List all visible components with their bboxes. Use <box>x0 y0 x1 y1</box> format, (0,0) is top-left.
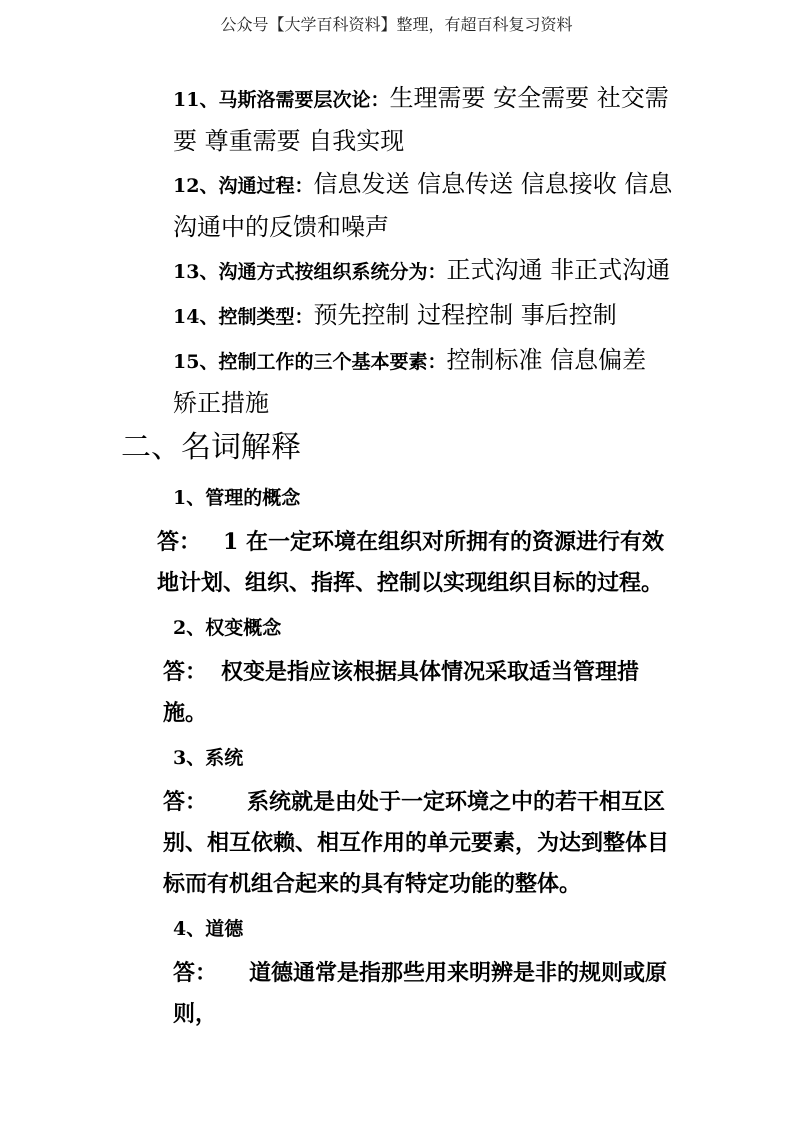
list-item <box>121 340 674 424</box>
answer-text: 道德通常是指那些用来明辨是非的规则或原则， <box>173 960 668 1027</box>
item-label: 12、沟通过程： <box>173 175 314 197</box>
page-header: 公众号【大学百科资料】整理，有超百科复习资料 <box>220 15 573 34</box>
answer-label: 答： <box>163 789 208 815</box>
section-title: 二、名词解释 <box>121 430 301 465</box>
list-item <box>121 78 674 162</box>
term-answer <box>121 522 674 604</box>
term-answer <box>121 953 674 1035</box>
term-title: 1、管理的概念 <box>173 487 301 509</box>
answer-label: 答： <box>157 529 202 555</box>
list-item <box>121 295 674 338</box>
item-label: 13、沟通方式按组织系统分为： <box>173 261 447 283</box>
item-label: 14、控制类型： <box>173 306 314 328</box>
term-answer <box>121 652 674 734</box>
answer-text: 权变是指应该根据具体情况采取适当管理措施。 <box>163 659 640 726</box>
item-text: 生理需要 安全需要 社交需要 尊重需要 自我实现 <box>173 84 669 155</box>
list-item <box>121 164 674 248</box>
term-answer <box>121 782 674 905</box>
item-text: 控制标准 信息偏差 矫正措施 <box>173 346 647 417</box>
answer-label: 答： <box>163 659 208 685</box>
item-label: 11、马斯洛需要层次论： <box>173 89 390 111</box>
item-text: 预先控制 过程控制 事后控制 <box>313 301 617 329</box>
answer-label: 答： <box>173 960 218 986</box>
answer-text: 系统就是由处于一定环境之中的若干相互区别、相互依赖、相互作用的单元要素，为达到整体目标而有机组合起来的具有特定功能的整体。 <box>163 789 670 897</box>
answer-text: 1 在一定环境在组织对所拥有的资源进行有效地计划、组织、指挥、控制以实现组织目标的过程。 <box>157 529 664 596</box>
term-title: 3、系统 <box>173 747 244 769</box>
item-label: 15、控制工作的三个基本要素： <box>173 351 447 373</box>
document-body <box>121 78 674 1041</box>
term-title: 4、道德 <box>173 918 244 940</box>
item-text: 信息发送 信息传送 信息接收 信息沟通中的反馈和噪声 <box>173 170 673 241</box>
term-title: 2、权变概念 <box>173 617 282 639</box>
item-text: 正式沟通 非正式沟通 <box>446 256 671 284</box>
list-item <box>121 250 674 293</box>
